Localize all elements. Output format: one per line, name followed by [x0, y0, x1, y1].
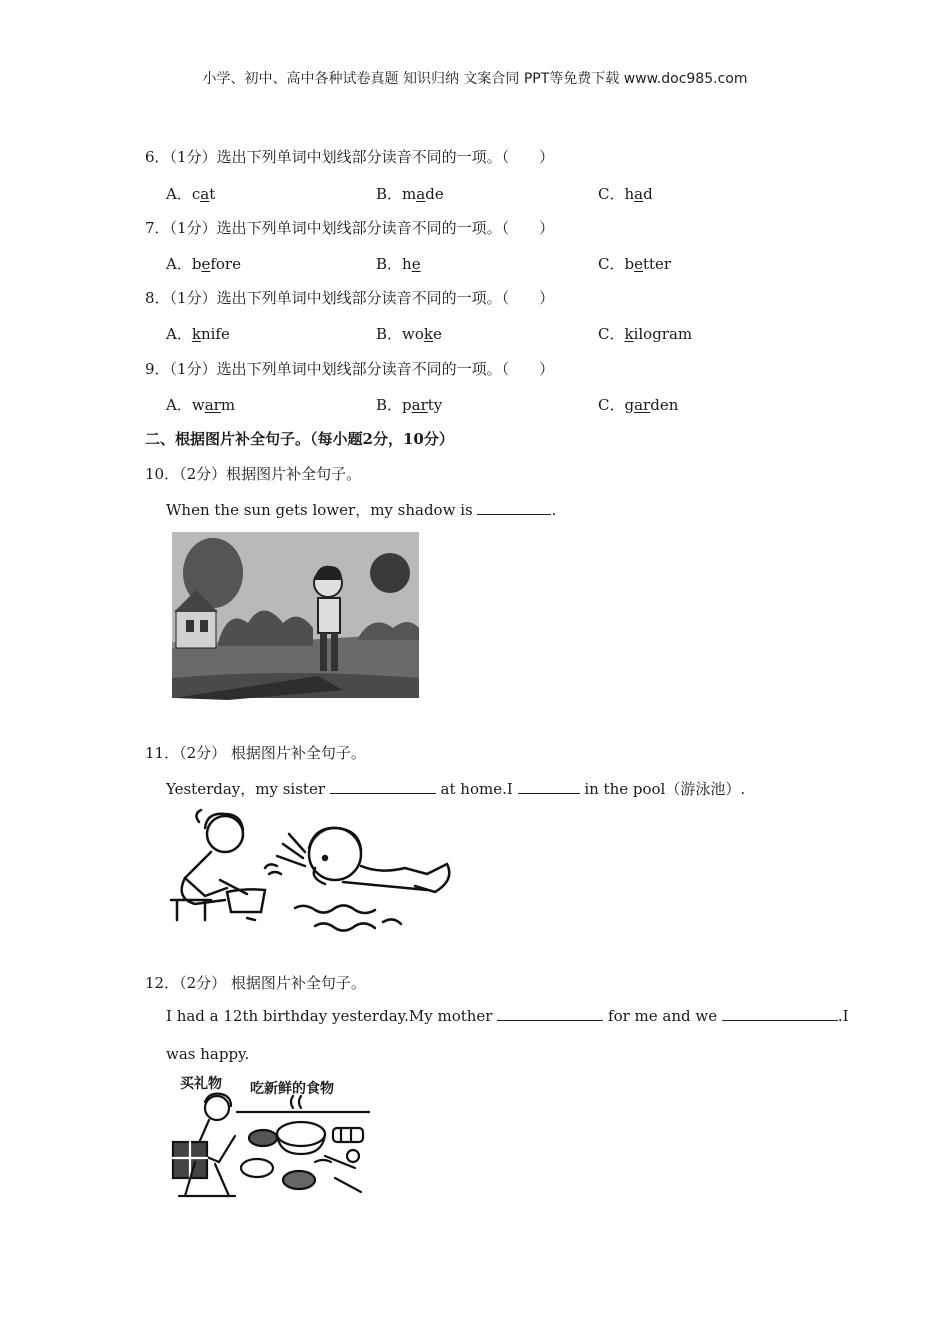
section-title: 二、根据图片补全句子。（每小题2分，10分） [145, 430, 454, 448]
q12-picture-gift-food [165, 1092, 370, 1204]
option-label: C． [598, 325, 625, 343]
word-part: fore [210, 255, 241, 273]
option-b[interactable] [376, 323, 442, 344]
underlined-letters: k [191, 325, 201, 343]
word-part: nife [200, 325, 230, 343]
option-label: A． [166, 255, 192, 273]
word-part: w [191, 396, 205, 414]
word-part: m [402, 185, 417, 203]
underlined-letters: e [411, 255, 421, 273]
q12-blank-1[interactable] [497, 1008, 603, 1021]
option-label: B． [376, 325, 403, 343]
word-part: p [402, 396, 412, 414]
word-part: d [643, 185, 653, 203]
underlined-letters: e [634, 255, 643, 273]
q10-sentence [166, 499, 556, 520]
q10-picture-shadow-scene [168, 528, 423, 703]
q12-number: 12． [145, 974, 180, 992]
q12-picture-label-right: 吃新鲜的食物 [250, 1081, 334, 1097]
underlined-letters: ar [411, 396, 428, 414]
q10-sentence-text: When the sun gets lower，my shadow is [166, 501, 478, 519]
option-label: C． [598, 396, 625, 414]
option-label: A． [166, 185, 192, 203]
underlined-letters: ar [204, 396, 221, 414]
q12-text: （2分） 根据图片补全句子。 [179, 974, 366, 992]
option-c[interactable] [598, 323, 692, 344]
option-label: A． [166, 325, 192, 343]
word-part: ilogram [633, 325, 693, 343]
word-part: b [624, 255, 635, 273]
question-number: 9． [145, 360, 170, 378]
question-8-stem [145, 287, 554, 308]
underlined-letters: e [201, 255, 211, 273]
question-number: 8． [145, 289, 170, 307]
option-a[interactable] [166, 253, 241, 274]
option-a[interactable] [166, 394, 235, 415]
underlined-letters: k [624, 325, 634, 343]
option-c[interactable] [598, 183, 653, 204]
word-part: wo [402, 325, 424, 343]
question-number: 7． [145, 219, 170, 237]
underlined-letters: a [416, 185, 426, 203]
question-9-stem [145, 358, 554, 379]
q10-stem [145, 463, 361, 484]
page-header: 小学、初中、高中各种试卷真题 知识归纳 文案合同 PPT等免费下载 www.doc985.com [202, 71, 748, 87]
question-6-stem [145, 146, 554, 167]
word-part: t [209, 185, 216, 203]
word-part: g [624, 396, 635, 414]
q10-sentence-end: . [551, 501, 557, 519]
option-b[interactable] [376, 183, 444, 204]
underlined-letters: ar [634, 396, 651, 414]
option-b[interactable] [376, 394, 442, 415]
q11-number: 11． [145, 744, 180, 762]
option-a[interactable] [166, 323, 230, 344]
question-number: 6． [145, 148, 170, 166]
q10-number: 10． [145, 465, 180, 483]
option-c[interactable] [598, 253, 671, 274]
word-part: ty [427, 396, 443, 414]
option-label: B． [376, 185, 403, 203]
option-label: C． [598, 185, 625, 203]
question-text: （1分）选出下列单词中划线部分读音不同的一项。（ ） [169, 148, 555, 166]
q11-blank-1[interactable] [330, 781, 436, 794]
option-b[interactable] [376, 253, 421, 274]
word-part: h [624, 185, 635, 203]
q11-text: （2分） 根据图片补全句子。 [179, 744, 366, 762]
word-part: de [425, 185, 444, 203]
question-text: （1分）选出下列单词中划线部分读音不同的一项。（ ） [169, 289, 555, 307]
option-label: B． [376, 396, 403, 414]
q11-picture-wash-swim [165, 808, 460, 938]
option-a[interactable] [166, 183, 215, 204]
q11-part2: at home.I [435, 780, 518, 798]
q10-blank[interactable] [477, 502, 551, 515]
underlined-letters: a [200, 185, 210, 203]
q12-stem [145, 972, 366, 993]
word-part: c [191, 185, 201, 203]
q12-part2: for me and we [603, 1007, 722, 1025]
q12-part3: .I [837, 1007, 849, 1025]
option-label: C． [598, 255, 625, 273]
option-c[interactable] [598, 394, 678, 415]
option-label: B． [376, 255, 403, 273]
question-text: （1分）选出下列单词中划线部分读音不同的一项。（ ） [169, 360, 555, 378]
word-part: e [433, 325, 442, 343]
q10-text: （2分）根据图片补全句子。 [179, 465, 362, 483]
question-text: （1分）选出下列单词中划线部分读音不同的一项。（ ） [169, 219, 555, 237]
word-part: tter [642, 255, 672, 273]
q12-blank-2[interactable] [722, 1008, 838, 1021]
word-part: h [402, 255, 412, 273]
word-part: m [220, 396, 236, 414]
q11-blank-2[interactable] [518, 781, 580, 794]
q12-picture-label-left: 买礼物 [180, 1076, 222, 1092]
q12-sentence [166, 1007, 849, 1025]
q11-stem [145, 742, 366, 763]
word-part: b [191, 255, 202, 273]
underlined-letters: k [423, 325, 433, 343]
q11-part3: in the pool（游泳池）. [579, 780, 746, 798]
q11-sentence [166, 778, 745, 799]
q12-sentence-line2: was happy. [166, 1045, 250, 1063]
underlined-letters: a [634, 185, 644, 203]
option-label: A． [166, 396, 192, 414]
q11-part1: Yesterday，my sister [166, 780, 330, 798]
q12-part1: I had a 12th birthday yesterday.My mother [166, 1007, 498, 1025]
question-7-stem [145, 217, 554, 238]
word-part: den [650, 396, 679, 414]
